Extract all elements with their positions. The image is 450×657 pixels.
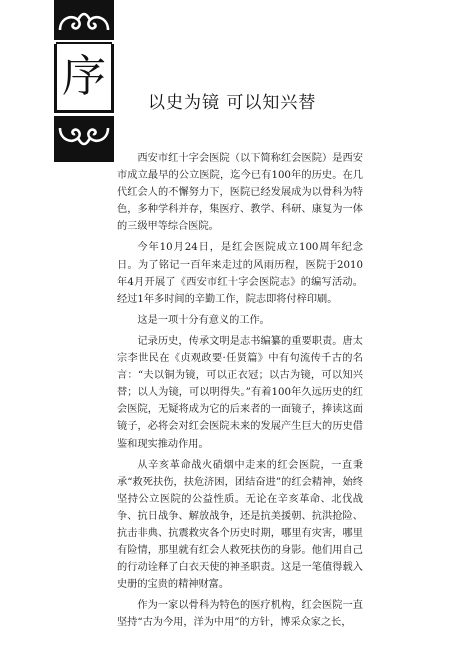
paragraph: 今年10月24日，是红会医院成立100周年纪念日。为了铭记一百年来走过的风雨历程，医院于2010年4月开展了《西安市红十字会医院志》的编写活动。经过1年多时间的辛勤工作，院志即将付梓印刷。 — [117, 242, 363, 305]
paragraph: 这是一项十分有意义的工作。 — [137, 314, 270, 326]
paragraph: 从辛亥革命战火硝烟中走来的红会医院，一直秉承“救死扶伤，扶危济困，团结奋进”的红会精神，始终坚持公立医院的公益性质。无论在辛亥革命、北伐战争、抗日战争、解放战争，还是抗美援朝、抗洪抢险、抗击非典、抗震救灾各个历史时期，哪里有灾害，哪里有险情，那里就有红会人救死扶伤的身影。他们用自己的行动诠释了白衣天使的神圣职责。这是一笔值得载入史册的宝贵的精神财富。 — [117, 459, 363, 591]
paragraph: 作为一家以骨科为特色的医疗机构，红会医院一直坚持“古为今用，洋为中用”的方针，博采众家之长， — [117, 600, 363, 629]
paragraph: 记录历史，传承文明是志书编纂的重要职责。唐太宗李世民在《贞观政要·任贤篇》中有句流传千古的名言：“夫以铜为镜，可以正衣冠；以古为镜，可以知兴替；以人为镜，可以明得失。”有着100年久远历史的红会医院，无疑将成为它的后来者的一面镜子，捧读这面镜子，必将会对红会医院未来的发展产生巨大的历史借鉴和现实推动作用。 — [117, 335, 363, 450]
preface-body — [117, 150, 363, 636]
page-title: 以史为镜 可以知兴替 — [148, 93, 317, 113]
section-char: 序 — [62, 51, 106, 102]
paragraph: 西安市红十字会医院（以下简称红会医院）是西安市成立最早的公立医院，迄今已有100年的历史。在几代红会人的不懈努力下，医院已经发展成为以骨科为特色，多种学科并存，集医疗、教学、科研、康复为一体的三级甲等综合医院。 — [117, 153, 363, 233]
